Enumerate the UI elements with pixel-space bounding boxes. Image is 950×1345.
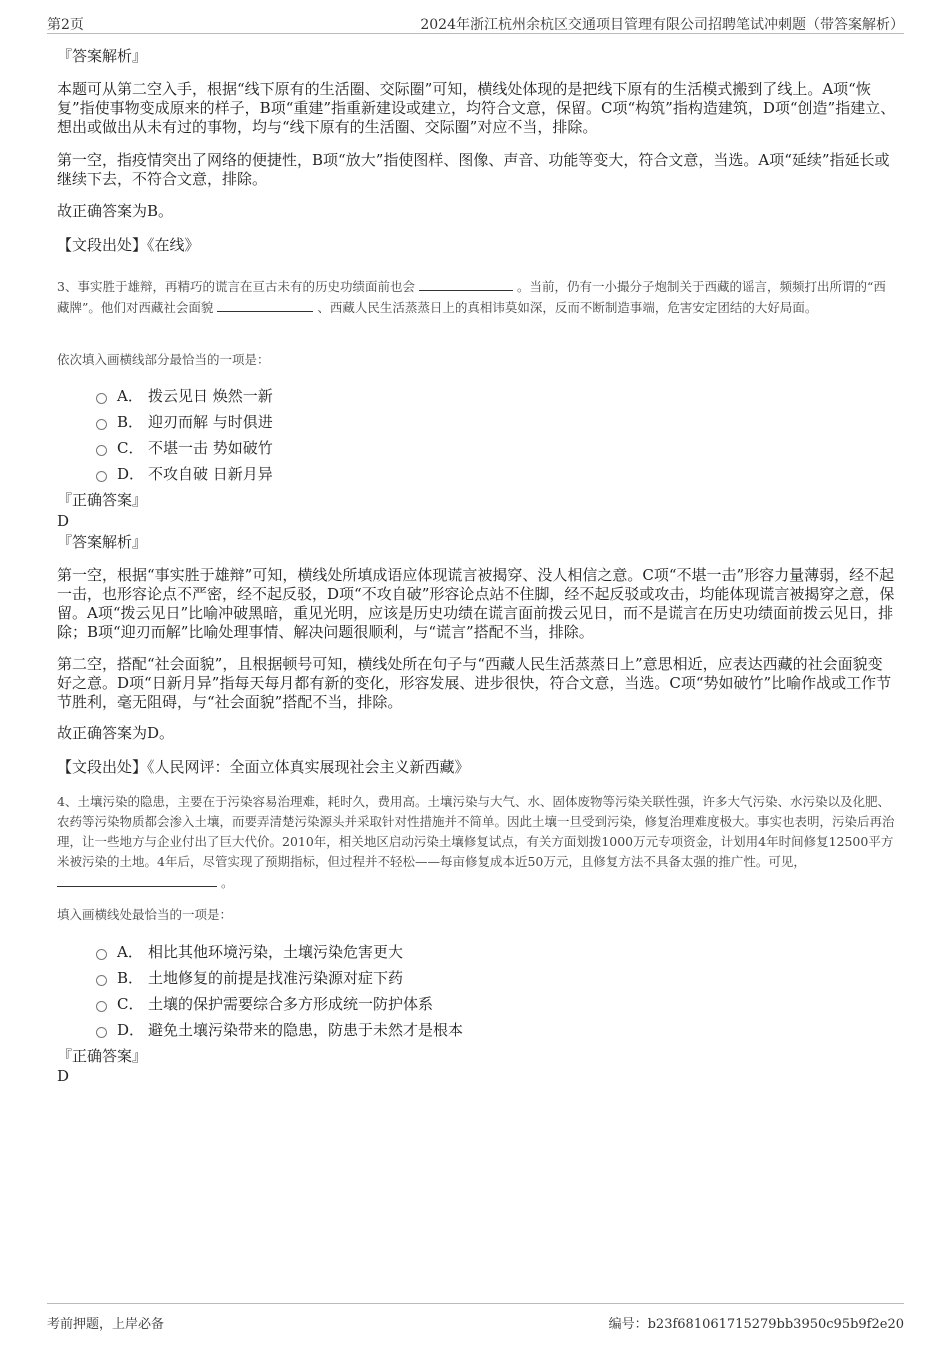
- page-number: 第2页: [47, 17, 84, 33]
- option-d[interactable]: [96, 464, 273, 484]
- correct-answer-label: 『正确答案』: [57, 1047, 148, 1065]
- radio-button[interactable]: [96, 1001, 107, 1012]
- answer-conclusion: 故正确答案为D。: [57, 724, 175, 742]
- option-a[interactable]: [96, 942, 403, 962]
- option-a[interactable]: [96, 386, 273, 406]
- radio-button[interactable]: [96, 471, 107, 482]
- option-letter: B．: [117, 413, 144, 431]
- option-letter: C．: [117, 995, 144, 1013]
- analysis-paragraph: 第一空，根据“事实胜于雄辩”可知，横线处所填成语应体现谎言被揭穿、没人相信之意。C项“不堪一击”形容力量薄弱，经不起一击，也形容论点不严密，经不起反驳，D项“不攻自破”形容论点站不住脚，经不起反驳或攻击，均能体现谎言被揭穿之意，保留。A项“拨云见日”比喻冲破黑暗，重见光明，应该是历史功绩在谎言面前拨云见日，而不是谎言在历史功绩面前拨云见日，排除；B项“迎刃而解”比喻处理事情、解决问题很顺利，与“谎言”搭配不当，排除。: [57, 566, 895, 641]
- option-letter: A．: [117, 943, 143, 961]
- option-text: 不攻自破 日新月异: [148, 465, 273, 483]
- correct-answer: D: [57, 1067, 70, 1085]
- analysis-label: 『答案解析』: [57, 533, 148, 551]
- radio-button[interactable]: [96, 445, 107, 456]
- option-text: 拨云见日 焕然一新: [148, 387, 273, 405]
- fill-blank: [57, 872, 217, 887]
- option-text: 迎刃而解 与时俱进: [148, 413, 273, 431]
- option-letter: A．: [117, 387, 143, 405]
- footer-slogan: 考前押题，上岸必备: [47, 1317, 165, 1332]
- option-text: 土地修复的前提是找准污染源对症下药: [148, 969, 404, 987]
- analysis-paragraph: 第二空，搭配“社会面貌”，且根据顿号可知，横线处所在句子与“西藏人民生活蒸蒸日上”意思相近，应表达西藏的社会面貌变好之意。D项“日新月异”指每天每月都有新的变化，形容发展、进步很快，符合文意，当选。C项“势如破竹”比喻作战或工作节节胜利，毫无阻碍，与“社会面貌”搭配不当，排除。: [57, 655, 892, 711]
- option-b[interactable]: [96, 968, 403, 988]
- fill-blank: [217, 297, 313, 312]
- option-c[interactable]: [96, 994, 433, 1014]
- analysis-label: 『答案解析』: [57, 47, 148, 65]
- radio-button[interactable]: [96, 393, 107, 404]
- question-text: 4、土壤污染的隐患，主要在于污染容易治理难，耗时久，费用高。土壤污染与大气、水、固体废物等污染关联性强，许多大气污染、水污染以及化肥、农药等污染物质都会渗入土壤，而要弄清楚污染源头并采取针对性措施并不简单。因此土壤一旦受到污染，修复治理难度极大。事实也表明，污染后再治理，让一些地方与企业付出了巨大代价。2010年，相关地区启动污染土壤修复试点，有关方面划拨1000万元专项资金，计划用4年时间修复12500平方米被污染的土地。4年后，尽管实现了预期指标，但过程并不轻松——每亩修复成本近50万元，且修复方法不具备太强的推广性。可见，: [57, 794, 895, 869]
- document-title: 2024年浙江杭州余杭区交通项目管理有限公司招聘笔试冲刺题（带答案解析）: [420, 17, 904, 33]
- radio-button[interactable]: [96, 1027, 107, 1038]
- option-letter: D．: [117, 465, 145, 483]
- footer-divider: [47, 1303, 904, 1304]
- question-text: 、西藏人民生活蒸蒸日上的真相讳莫如深，反而不断制造事端，危害安定团结的大好局面。: [317, 300, 818, 315]
- option-c[interactable]: [96, 438, 273, 458]
- fill-blank: [419, 276, 513, 291]
- option-text: 相比其他环境污染，土壤污染危害更大: [148, 943, 404, 961]
- correct-answer: D: [57, 512, 70, 530]
- question-text: 。: [220, 875, 234, 890]
- analysis-paragraph: 第一空，指疫情突出了网络的便捷性，B项“放大”指使图样、图像、声音、功能等变大，符合文意，当选。A项“延续”指延长或继续下去，不符合文意，排除。: [57, 151, 890, 188]
- source-citation: 【文段出处】《人民网评：全面立体真实展现社会主义新西藏》: [57, 758, 470, 776]
- option-d[interactable]: [96, 1020, 463, 1040]
- document-code: 编号：b23f681061715279bb3950c95b9f2e20: [608, 1317, 904, 1332]
- radio-button[interactable]: [96, 419, 107, 430]
- option-letter: C．: [117, 439, 144, 457]
- option-text: 避免土壤污染带来的隐患，防患于未然才是根本: [148, 1021, 464, 1039]
- option-text: 土壤的保护需要综合多方形成统一防护体系: [148, 995, 434, 1013]
- answer-conclusion: 故正确答案为B。: [57, 202, 174, 220]
- correct-answer-label: 『正确答案』: [57, 491, 148, 509]
- question-stem: [57, 792, 897, 893]
- question-stem: [57, 276, 897, 318]
- radio-button[interactable]: [96, 949, 107, 960]
- question-prompt: 填入画横线处最恰当的一项是：: [57, 907, 233, 922]
- option-text: 不堪一击 势如破竹: [148, 439, 273, 457]
- option-letter: B．: [117, 969, 144, 987]
- source-citation: 【文段出处】《在线》: [57, 236, 200, 254]
- question-prompt: 依次填入画横线部分最恰当的一项是：: [57, 352, 270, 367]
- option-letter: D．: [117, 1021, 145, 1039]
- analysis-paragraph: 本题可从第二空入手，根据“线下原有的生活圈、交际圈”可知，横线处体现的是把线下原有的生活模式搬到了线上。A项“恢复”指使事物变成原来的样子，B项“重建”指重新建设或建立，均符合文意，保留。C项“构筑”指构造建筑，D项“创造”指建立、想出或做出从未有过的事物，均与“线下原有的生活圈、交际圈”对应不当，排除。: [57, 80, 896, 136]
- option-b[interactable]: [96, 412, 273, 432]
- radio-button[interactable]: [96, 975, 107, 986]
- question-text: 。当前，仍有一小撮分子炮制关于西藏的谣言，频频打出所谓的“西藏牌”。他们对西藏社会面貌: [57, 279, 886, 315]
- header-divider: [47, 33, 904, 34]
- question-text: 3、事实胜于雄辩，再精巧的谎言在亘古未有的历史功绩面前也会: [57, 279, 415, 294]
